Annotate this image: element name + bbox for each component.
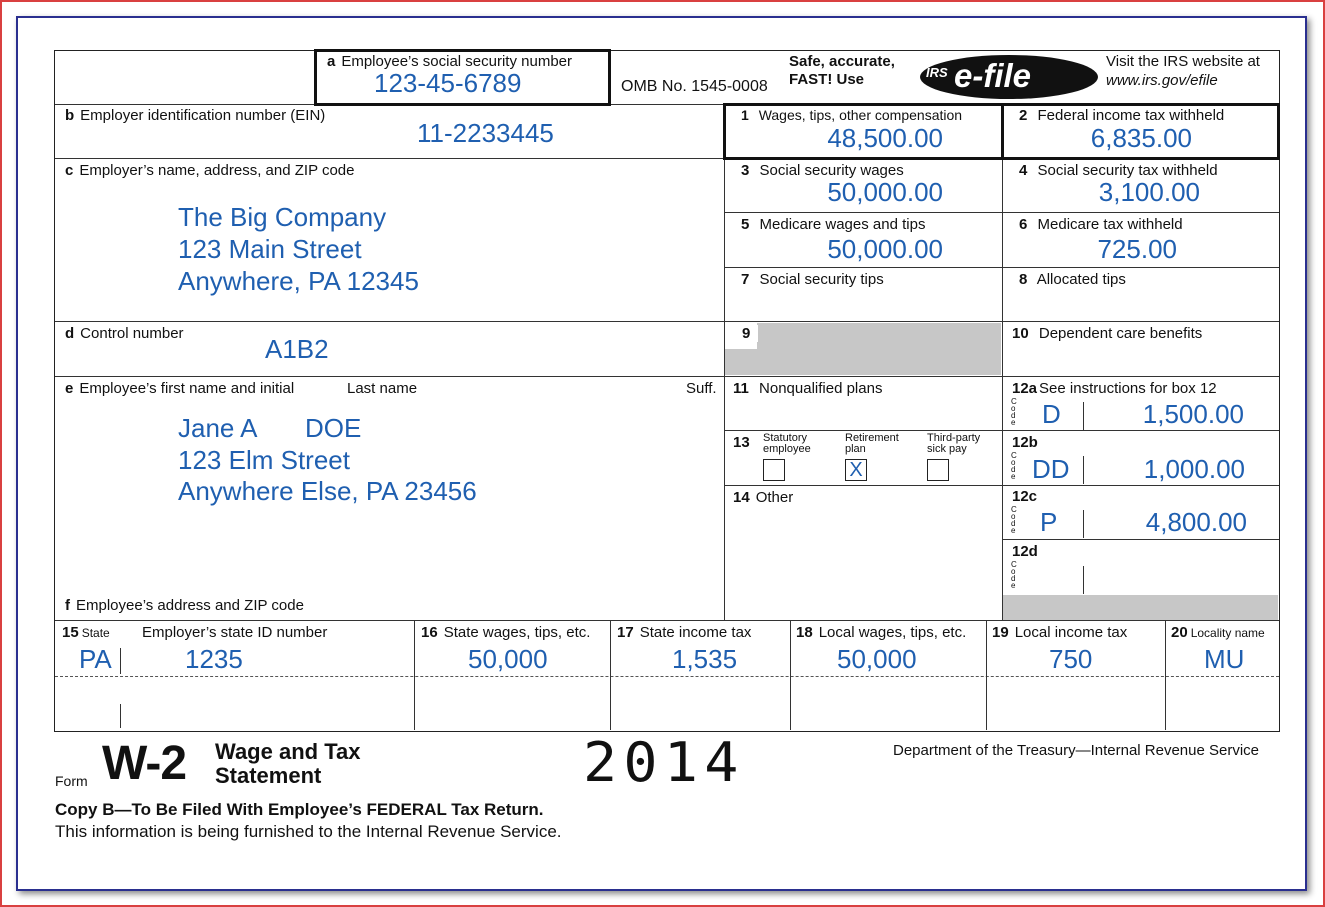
box17-label-text: State income tax <box>639 624 752 641</box>
tax-year: 2014 <box>583 731 745 794</box>
box-a-letter: a <box>327 53 336 70</box>
efile-logo <box>920 55 1098 99</box>
box12a-num: 12a <box>1012 380 1038 397</box>
box12c-value[interactable]: 4,800.00 <box>1145 507 1247 537</box>
box1-value[interactable]: 48,500.00 <box>827 123 943 153</box>
box9-shaded <box>757 323 1001 375</box>
code-separator <box>1083 566 1084 594</box>
box-d-letter: d <box>65 325 75 342</box>
employee-first-name[interactable]: Jane A <box>178 413 258 443</box>
state-separator <box>120 648 121 674</box>
col-divider <box>790 620 791 730</box>
box15-label <box>62 624 110 641</box>
suffix-label: Suff. <box>686 380 717 397</box>
box-e-label <box>65 380 294 397</box>
efile-logo-irs: IRS <box>926 65 948 80</box>
box5-num: 5 <box>741 216 750 233</box>
box6-label <box>1019 216 1183 233</box>
box13-label <box>733 434 756 451</box>
state-separator <box>120 704 121 728</box>
box-c-label <box>65 162 355 179</box>
box12b-code[interactable]: DD <box>1032 454 1070 484</box>
box18-label-text: Local wages, tips, etc. <box>818 624 967 641</box>
box-a-label-text: Employee’s social security number <box>341 53 572 70</box>
box-e-label-text: Employee’s first name and initial <box>79 380 295 397</box>
row-divider <box>1002 539 1279 540</box>
third-party-label-2: sick pay <box>927 443 967 455</box>
last-name-label: Last name <box>347 380 418 397</box>
box12b-num: 12b <box>1012 434 1038 451</box>
box14-label-text: Other <box>755 489 794 506</box>
retirement-label-1: Retirement <box>845 432 899 444</box>
box19-label-text: Local income tax <box>1014 624 1128 641</box>
box3-value[interactable]: 50,000.00 <box>827 177 943 207</box>
box-e-letter: e <box>65 380 74 397</box>
box12a-label-text: See instructions for box 12 <box>1039 380 1217 397</box>
state-id-value[interactable]: 1235 <box>185 644 243 674</box>
box8-num: 8 <box>1019 271 1028 288</box>
box12b-label <box>1012 434 1044 451</box>
box12d-shaded <box>1003 595 1278 620</box>
third-party-sick-pay-checkbox[interactable] <box>927 459 949 481</box>
form-title-1: Wage and Tax <box>215 739 361 764</box>
box16-num: 16 <box>421 624 438 641</box>
box9-label <box>740 325 758 342</box>
box20-label <box>1171 624 1265 642</box>
employee-last-name[interactable]: DOE <box>305 413 362 443</box>
box14-num: 14 <box>733 489 750 506</box>
box1-num: 1 <box>741 107 749 123</box>
col-divider <box>1165 620 1166 730</box>
copy-b-notice: Copy B—To Be Filed With Employee’s FEDERAL Tax Return. <box>55 800 544 819</box>
omb-number: OMB No. 1545-0008 <box>621 78 768 95</box>
box-b-label <box>65 107 325 124</box>
box5-label <box>741 216 925 233</box>
efile-logo-text: e-file <box>954 57 1032 94</box>
box12a-code[interactable]: D <box>1042 399 1061 429</box>
box12b-value[interactable]: 1,000.00 <box>1143 454 1245 484</box>
box12d-num: 12d <box>1012 543 1038 560</box>
employer-street[interactable]: 123 Main Street <box>178 234 362 264</box>
statutory-employee-checkbox[interactable] <box>763 459 785 481</box>
form-name: W-2 <box>102 737 187 790</box>
box8-label <box>1019 271 1126 288</box>
ein-value[interactable]: 11-2233445 <box>417 118 554 148</box>
row-divider <box>1002 485 1279 486</box>
row-divider <box>55 321 1279 322</box>
code-vertical-label: C o d e <box>1011 560 1017 590</box>
box16-value[interactable]: 50,000 <box>468 644 548 674</box>
box12d-label <box>1012 543 1044 560</box>
box8-label-text: Allocated tips <box>1036 271 1126 288</box>
box16-label <box>421 624 590 641</box>
code-vertical-label: C o d e <box>1011 451 1017 481</box>
dashed-divider <box>55 676 1279 677</box>
box7-num: 7 <box>741 271 750 288</box>
box5-label-text: Medicare wages and tips <box>759 216 926 233</box>
retirement-plan-checkbox[interactable]: X <box>845 459 867 481</box>
code-vertical-label: C o d e <box>1011 397 1017 427</box>
box12c-code[interactable]: P <box>1040 507 1058 537</box>
box16-label-text: State wages, tips, etc. <box>443 624 591 641</box>
box3-num: 3 <box>741 162 750 179</box>
statutory-label-1: Statutory <box>763 432 808 444</box>
state-value[interactable]: PA <box>79 644 112 674</box>
state-id-label: Employer’s state ID number <box>142 624 328 641</box>
box19-num: 19 <box>992 624 1009 641</box>
box7-label-text: Social security tips <box>759 271 884 288</box>
box17-num: 17 <box>617 624 634 641</box>
box17-value[interactable]: 1,535 <box>672 644 738 674</box>
box6-num: 6 <box>1019 216 1028 233</box>
box11-num: 11 <box>733 380 749 397</box>
box17-label <box>617 624 751 641</box>
retirement-label-2: plan <box>845 443 866 455</box>
form-title-2: Statement <box>215 763 322 788</box>
box10-label <box>1012 325 1202 342</box>
row-divider <box>55 376 1279 377</box>
box18-num: 18 <box>796 624 813 641</box>
box1-label <box>741 107 962 124</box>
irs-visit-text: Visit the IRS website at <box>1106 53 1260 70</box>
ssn-value[interactable]: 123-45-6789 <box>374 68 522 98</box>
box-f-letter: f <box>65 597 70 614</box>
form-word: Form <box>55 773 88 789</box>
box4-label-text: Social security tax withheld <box>1037 162 1218 179</box>
box15-state-label: State <box>81 626 110 640</box>
irs-info-notice: This information is being furnished to the Internal Revenue Service. <box>55 822 562 841</box>
box20-value[interactable]: MU <box>1204 644 1245 674</box>
control-number-value[interactable]: A1B2 <box>265 334 329 364</box>
box12c-num: 12c <box>1012 488 1038 505</box>
department-label: Department of the Treasury—Internal Revenue Service <box>893 742 1260 759</box>
box-c-letter: c <box>65 162 74 179</box>
box9-shaded <box>725 349 757 375</box>
box-b-label-text: Employer identification number (EIN) <box>80 107 326 124</box>
employer-name[interactable]: The Big Company <box>178 202 387 232</box>
box2-num: 2 <box>1019 107 1028 124</box>
box3-label-text: Social security wages <box>759 162 904 179</box>
box6-label-text: Medicare tax withheld <box>1037 216 1183 233</box>
col-divider <box>986 620 987 730</box>
box7-label <box>741 271 884 288</box>
efile-tagline-1: Safe, accurate, <box>789 53 895 70</box>
box-f-label <box>65 597 304 614</box>
box1-label-text: Wages, tips, other compensation <box>758 107 963 123</box>
box19-label <box>992 624 1127 641</box>
box15-num: 15 <box>62 624 79 641</box>
employer-city[interactable]: Anywhere, PA 12345 <box>178 266 419 296</box>
box9-num: 9 <box>742 325 751 342</box>
box2-label-text: Federal income tax withheld <box>1037 107 1225 124</box>
box12a-value[interactable]: 1,500.00 <box>1142 399 1244 429</box>
box18-label <box>796 624 966 641</box>
efile-tagline-2: FAST! Use <box>789 71 865 88</box>
box-b-letter: b <box>65 107 75 124</box>
statutory-label-2: employee <box>763 443 811 455</box>
code-separator <box>1083 456 1084 484</box>
code-separator <box>1083 510 1084 538</box>
irs-website[interactable]: www.irs.gov/efile <box>1106 72 1218 89</box>
code-separator <box>1083 402 1084 430</box>
box11-label-text: Nonqualified plans <box>759 380 883 397</box>
box-f-label-text: Employee’s address and ZIP code <box>76 597 304 614</box>
box10-label-text: Dependent care benefits <box>1038 325 1203 342</box>
box20-label-text: Locality name <box>1190 626 1265 640</box>
box4-value[interactable]: 3,100.00 <box>1098 177 1200 207</box>
col-divider <box>414 620 415 730</box>
box19-value[interactable]: 750 <box>1049 644 1093 674</box>
employee-street[interactable]: 123 Elm Street <box>178 445 350 475</box>
box13-num: 13 <box>733 434 750 451</box>
row-divider <box>724 485 1002 486</box>
box4-num: 4 <box>1019 162 1028 179</box>
box-d-label-text: Control number <box>80 325 184 342</box>
box12c-label <box>1012 488 1043 505</box>
box2-label <box>1019 107 1224 124</box>
third-party-label-1: Third-party <box>927 432 981 444</box>
box2-value[interactable]: 6,835.00 <box>1090 123 1192 153</box>
code-vertical-label: C o d e <box>1011 505 1017 535</box>
box20-num: 20 <box>1171 624 1188 641</box>
row-divider <box>55 620 1279 621</box>
box12a-label <box>1012 380 1217 397</box>
col-divider <box>610 620 611 730</box>
box18-value[interactable]: 50,000 <box>837 644 917 674</box>
box11-label <box>733 380 882 397</box>
box-c-label-text: Employer’s name, address, and ZIP code <box>79 162 355 179</box>
box10-num: 10 <box>1012 325 1029 342</box>
employee-city[interactable]: Anywhere Else, PA 23456 <box>178 476 477 506</box>
box6-value[interactable]: 725.00 <box>1097 234 1177 264</box>
box14-label <box>733 489 793 506</box>
box-d-label <box>65 325 184 342</box>
box5-value[interactable]: 50,000.00 <box>827 234 943 264</box>
